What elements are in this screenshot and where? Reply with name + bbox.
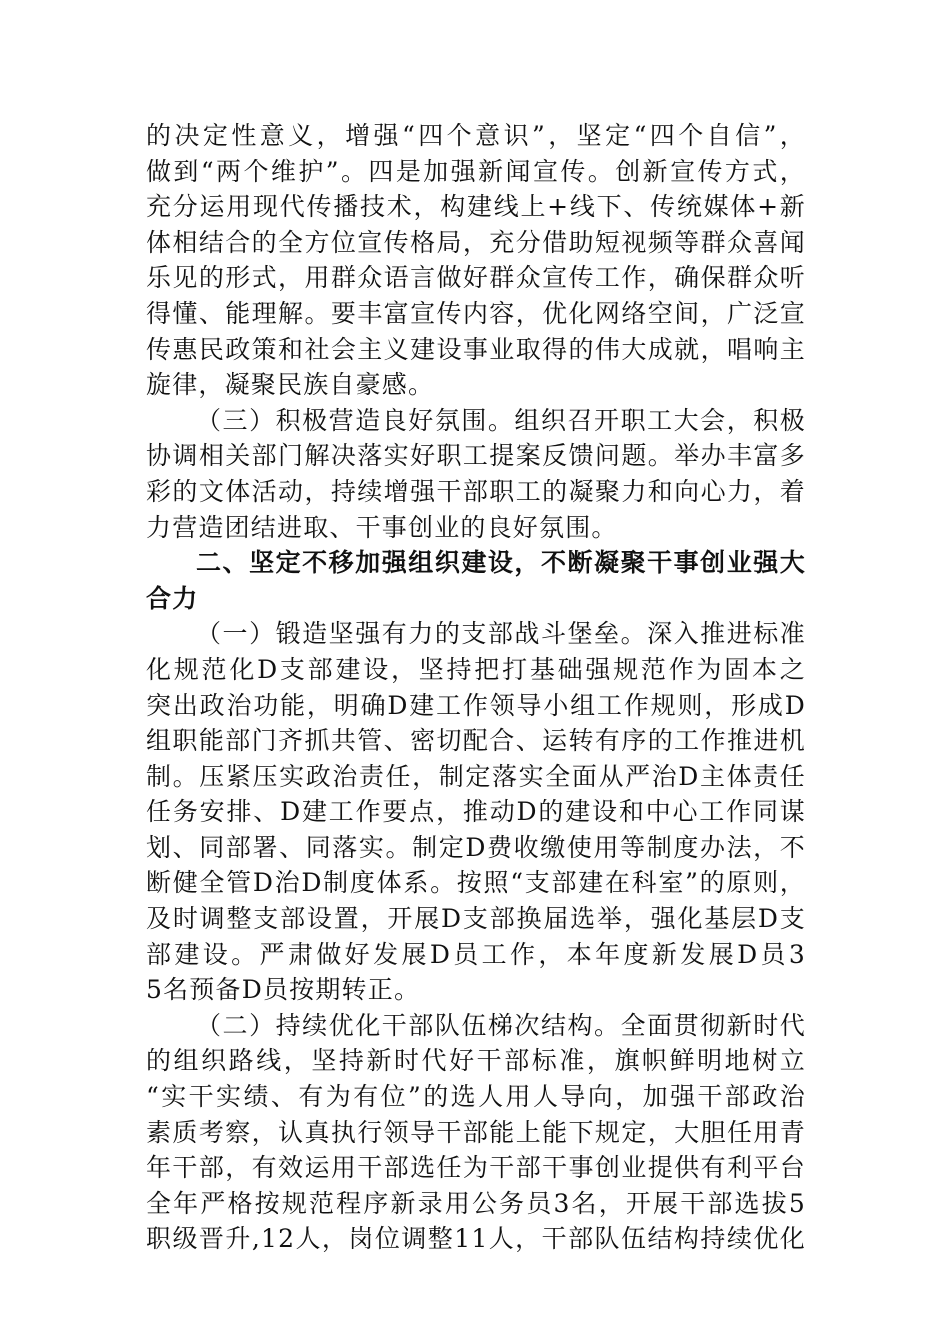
body-text-line: 力营造团结进取、干事创业的良好氛围。 xyxy=(146,512,618,542)
body-text-line: 及时调整支部设置，开展D支部换届选举，强化基层D支 xyxy=(146,904,806,934)
body-text-line: 部建设。严肃做好发展D员工作，本年度新发展D员3 xyxy=(146,939,806,969)
body-text-line: 组职能部门齐抓共管、密切配合、运转有序的工作推进机 xyxy=(146,726,806,756)
body-text-line: （三）积极营造良好氛围。组织召开职工大会，积极 xyxy=(196,405,806,435)
body-text-line: 全年严格按规范程序新录用公务员3名，开展干部选拔5 xyxy=(146,1188,806,1218)
section-heading-line: 合力 xyxy=(146,583,199,613)
body-text-line: “实干实绩、有为有位”的选人用人导向，加强干部政治 xyxy=(146,1082,806,1112)
body-text-line: 传惠民政策和社会主义建设事业取得的伟大成就，唱响主 xyxy=(146,334,806,364)
body-text-line: 任务安排、D建工作要点，推动D的建设和中心工作同谋 xyxy=(146,797,806,827)
body-text-line: 化规范化D支部建设，坚持把打基础强规范作为固本之 xyxy=(146,654,806,684)
body-text-line: （一）锻造坚强有力的支部战斗堡垒。深入推进标准 xyxy=(196,619,806,649)
body-text-line: 素质考察，认真执行领导干部能上能下规定，大胆任用青 xyxy=(146,1117,806,1147)
body-text-line: 旋律，凝聚民族自豪感。 xyxy=(146,370,435,400)
body-text-line: 得懂、能理解。要丰富宣传内容，优化网络空间，广泛宣 xyxy=(146,298,806,328)
body-text-line: 充分运用现代传播技术，构建线上+线下、传统媒体+新 xyxy=(146,192,806,222)
body-text-line: 制。压紧压实政治责任，制定落实全面从严治D主体责任 xyxy=(146,761,806,791)
body-text-line: 突出政治功能，明确D建工作领导小组工作规则，形成D xyxy=(146,690,806,720)
body-text-line: 的组织路线，坚持新时代好干部标准，旗帜鲜明地树立 xyxy=(146,1046,806,1076)
section-heading-line: 二、坚定不移加强组织建设，不断凝聚干事创业强大 xyxy=(196,548,806,578)
body-text-line: 断健全管D治D制度体系。按照“支部建在科室”的原则， xyxy=(146,868,806,898)
body-text-line: 彩的文体活动，持续增强干部职工的凝聚力和向心力，着 xyxy=(146,476,806,506)
body-text-line: 年干部，有效运用干部选任为干部干事创业提供有利平台 xyxy=(146,1153,806,1183)
body-text-line: 5名预备D员按期转正。 xyxy=(146,975,421,1005)
body-text-line: 划、同部署、同落实。制定D费收缴使用等制度办法，不 xyxy=(146,832,806,862)
body-text-line: 协调相关部门解决落实好职工提案反馈问题。举办丰富多 xyxy=(146,441,806,471)
body-text-line: 做到“两个维护”。四是加强新闻宣传。创新宣传方式， xyxy=(146,156,806,186)
body-text-line: 乐见的形式，用群众语言做好群众宣传工作，确保群众听 xyxy=(146,263,806,293)
body-text-line: 职级晋升,12人，岗位调整11人，干部队伍结构持续优化 xyxy=(146,1224,806,1254)
body-text-line: 体相结合的全方位宣传格局，充分借助短视频等群众喜闻 xyxy=(146,227,806,257)
document-body xyxy=(146,118,806,1257)
body-text-line: 的决定性意义，增强“四个意识”，坚定“四个自信”， xyxy=(146,121,806,150)
body-text-line: （二）持续优化干部队伍梯次结构。全面贯彻新时代 xyxy=(196,1010,806,1040)
